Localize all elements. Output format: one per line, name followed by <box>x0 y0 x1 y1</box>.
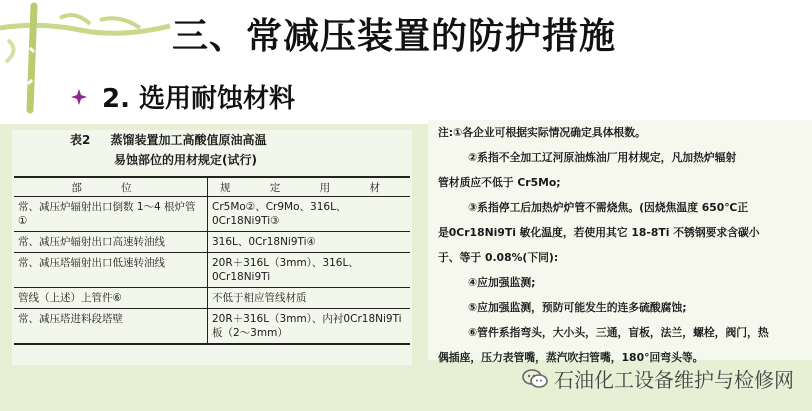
note-line: ②系指不全加工辽河原油炼油厂用材规定，凡加热炉辐射 <box>468 151 737 164</box>
note-line: ③系指停工后加热炉炉管不需烧焦。(因烧焦温度 650℃正 <box>468 201 749 214</box>
note-line: ⑥管件系指弯头，大小头，三通，盲板，法兰，螺栓，阀门，热 <box>468 326 769 339</box>
watermark-text: 石油化工设备维护与检修网 <box>554 368 794 392</box>
note-line: 是0Cr18Ni9Ti 敏化温度，若使用其它 18-8Ti 不锈钢要求含碳小 <box>438 226 760 239</box>
note-line: 管材质应不低于 Cr5Mo; <box>438 176 561 189</box>
table-row <box>14 309 410 345</box>
bullet-text: 2. 选用耐蚀材料 <box>102 84 296 114</box>
cell-part: 管线（上述）上管件⑥ <box>14 288 208 309</box>
bullet-row <box>70 78 295 115</box>
table-row <box>14 288 410 309</box>
table-row <box>14 232 410 253</box>
cell-material: 20R＋316L（3mm）、316L、0Cr18Ni9Ti <box>208 253 411 288</box>
cell-part: 常、减压塔辐射出口低速转油线 <box>14 253 208 288</box>
cell-material: 不低于相应管线材质 <box>208 288 411 309</box>
cell-material: 316L、0Cr18Ni9Ti④ <box>208 232 411 253</box>
table-header-material: 规 定 用 材 <box>208 177 411 197</box>
cell-part: 常、减压炉辐射出口高速转油线 <box>14 232 208 253</box>
table-row <box>14 253 410 288</box>
cell-part: 常、减压炉辐射出口倒数 1～4 根炉管① <box>14 197 208 232</box>
note-line: ⑤应加强监测，预防可能发生的连多硫酸腐蚀; <box>468 301 687 314</box>
diamond-bullet-icon <box>70 88 88 106</box>
cell-part: 常、减压塔进料段塔壁 <box>14 309 208 345</box>
table-row <box>14 197 410 232</box>
note-line: 注:①各企业可根据实际情况确定具体根数。 <box>438 126 646 139</box>
watermark <box>522 364 794 393</box>
table-caption-number: 表2 <box>70 133 91 147</box>
material-spec-table <box>14 176 410 345</box>
table-caption <box>70 130 410 170</box>
cell-material: Cr5Mo②、Cr9Mo、316L、0Cr18Ni9Ti③ <box>208 197 411 232</box>
table-caption-line2: 易蚀部位的用材规定(试行) <box>114 153 257 167</box>
table-header-part: 部 位 <box>14 177 208 197</box>
table-caption-line1: 蒸馏装置加工高酸值原油高温 <box>110 133 267 147</box>
note-line: 偶插座，压力表管嘴，蒸汽吹扫管嘴，180°回弯头等。 <box>438 351 704 364</box>
note-line: ④应加强监测; <box>468 276 536 289</box>
cell-material: 20R＋316L（3mm）、内衬0Cr18Ni9Ti板（2～3mm） <box>208 309 411 345</box>
table-notes <box>438 120 810 370</box>
wechat-icon <box>522 368 548 390</box>
note-line: 于、等于 0.08%(下同): <box>438 251 559 264</box>
slide-title: 三、常减压装置的防护措施 <box>172 16 617 57</box>
